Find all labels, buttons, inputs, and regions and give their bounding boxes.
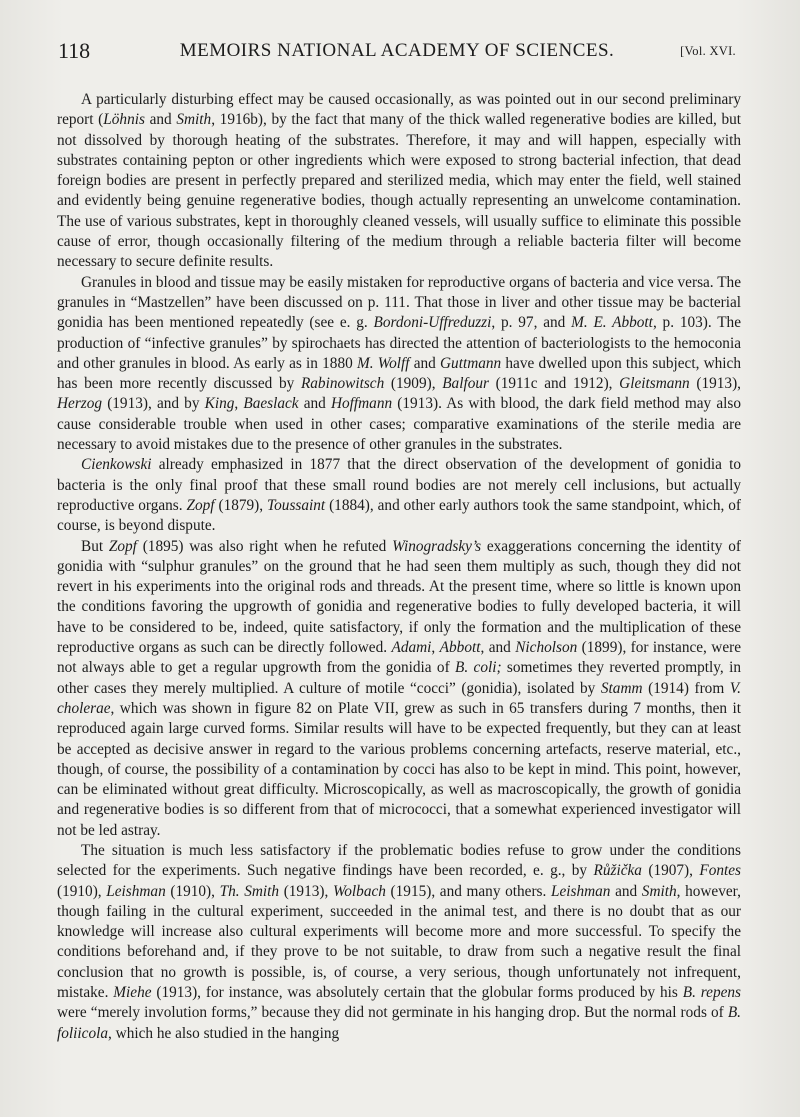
paragraph-text: were “merely involution forms,” because they did not germinate in his hanging drop. But the normal rods of [57,1004,728,1022]
paragraph-text: (1909), [384,375,443,393]
italic-text: Adami [391,639,432,657]
paragraph-text: , p. 103). The production of “infective granules” by spirochaets has directed the attention of bacteriologists to the hemoconia and other granules in blood. As early as in 1880 [57,314,741,372]
paragraph-text: (1915), and many others. [385,882,551,900]
paragraph-text: sometimes they reverted promptly, in other cases they merely multiplied. A culture of motile “cocci” (gonidia), isolated by [57,659,741,697]
paragraph-text: exaggerations concerning the identity of gonidia with “sulphur granules” on the ground that he had seen them multiply as such, though they did not revert in his experiments into the original rods and threads. At the present time, where so little is known upon the conditions favoring the upgrowth of gonidia and regenerative bodies to fully developed bacteria, it will have to be considered to be, indeed, quite satisfactory, if only the formation and the multiplication of these reproductive organs as such can be directly followed. [57,537,741,657]
paragraph-text: and [144,111,177,129]
italic-text: Růžička [593,862,642,880]
paragraph-text: , p. 97, and [491,314,572,332]
paragraph-text: (1913). As with blood, the dark field method may also cause considerable trouble when used in other cases; comparative examinations of the sterile media are necessary to avoid mistakes due to the presence of other granules in the substrates. [57,395,741,454]
italic-text: Toussaint [267,496,326,514]
italic-text: Rabinowitsch [300,375,385,393]
italic-text: Smith [176,111,212,129]
paragraph-text: have dwelled upon this subject, which has been more recently discussed by [57,354,741,393]
paragraph-text: Granules in blood and tissue may be easily mistaken for reproductive organs of bacteria and vice versa. The granules in “Mastzellen” have been discussed on p. 111. That those in liver and other tissue may be bacterial gonidia has been mentioned repeatedly (see e. g. [57,273,741,332]
paragraph-text: , which he also studied in the hanging [108,1024,340,1042]
page-number: 118 [58,38,91,63]
paragraph-text: , [431,639,440,657]
paragraph-text: (1913), [279,882,333,900]
italic-text: Löhnis [103,111,145,129]
paragraph-text: The situation is much less satisfactory if the problematic bodies refuse to grow under the conditions selected for the experiments. Such negative findings have been recorded, e. g., by [57,841,741,880]
italic-text: Zopf [108,537,137,555]
italic-text: Hoffmann [330,395,393,413]
italic-text: B. coli; [455,659,502,677]
paragraph-text: (1899), for instance, were not always able to get a regular upgrowth from the gonidia of [57,639,742,677]
paragraph-text: , however, though failing in the cultural experiment, succeeded in the animal test, and there is no doubt that as our knowledge will increase also cultural experiments will become more and more successful. To specify the conditions beforehand and, if they prove to be not suitable, to draw from such a negative result the final conclusion that no growth is possible, is, of course, a very serious, though unfortunately not infrequent, mistake. [57,882,741,1002]
paragraph-text: (1913), for instance, was absolutely certain that the globular forms produced by his [151,984,683,1002]
paragraph-text: , 1916b), by the fact that many of the thick walled regenerative bodies are killed, but not dissolved by thorough heating of the substrates. Therefore, it may and will happen, especially with substrates containing pepton or other ingredients which were exposed to strong bacterial infection, that dead foreign bodies are present in perfectly prepared and sterilized media, which may enter the field, well stained and evidently being genuine regenerative bodies, though actually representing an unwelcome contamination. The use of various substrates, kept in thoroughly cleaned vessels, will usually suffice to eliminate this possible cause of error, though occasionally filtering of the medium through a reliable bacteria filter will become necessary to secure definite results. [57,111,741,271]
italic-text: Balfour [442,375,489,393]
paragraph-text: , which was shown in figure 82 on Plate VII, grew as such in 65 transfers during 7 months, then it reproduced again large curved forms. Similar results will have to be expected frequently, but they can at least be accepted as decisive answer in regard to the various problems concerning artefacts, reserve material, etc., though, of course, the possibility of a contamination by cocci has also to be kept in mind. This point, however, can be eliminated without great difficulty. Microscopically, as well as macroscopically, the growth of gonidia and regenerative bodies is so different from that of micrococci, that a somewhat experienced investigator will not be led astray. [57,699,741,839]
italic-text: B. foliicola [57,1004,741,1042]
italic-text: Smith [641,882,677,900]
italic-text: Fontes [699,862,741,880]
paragraph-text: , and [480,639,516,657]
paragraph [57,841,741,1044]
italic-text: Zopf [186,496,215,514]
paragraph-text: (1913), [689,375,741,393]
volume-label: [Vol. XVI. [680,44,736,58]
paragraph-text: (1911c and 1912), [488,375,620,393]
italic-text: Leishman [550,882,611,900]
italic-text: Guttmann [440,354,502,372]
italic-text: Miehe [113,984,152,1002]
italic-text: Bordoni-Uffreduzzi [373,314,492,332]
paragraph-text: (1895) was also right when he refuted [136,537,393,555]
italic-text: Herzog [57,395,103,413]
italic-text: Nicholson [515,639,578,657]
paragraph-text: , [234,395,244,413]
paragraph-text: (1914) from [642,679,730,697]
italic-text: Leishman [106,882,166,900]
paragraph-text: and [610,882,642,900]
italic-text: M. Wolff [356,354,410,372]
paragraph-text: (1884), and other early authors took the same standpoint, which, of course, is beyond dispute. [57,496,741,535]
paragraph-text: (1907), [641,862,700,880]
italic-text: Baeslack [243,395,299,413]
paragraph-text: (1910), [57,882,107,900]
paragraph-text: (1879), [214,496,268,514]
journal-title: MEMOIRS NATIONAL ACADEMY OF SCIENCES. [179,40,615,61]
italic-text: King [204,395,235,413]
paragraph-text: and [409,354,440,372]
italic-text: Th. Smith [219,882,280,900]
paragraph-text: A particularly disturbing effect may be caused occasionally, as was pointed out in our second preliminary report ( [57,91,741,129]
italic-text: Abbott [439,639,481,657]
paragraph-text: and [298,395,331,413]
italic-text: Gleitsmann [619,375,690,393]
italic-text: Winogradsky’s [392,537,482,555]
italic-text: M. E. Abbott [571,314,653,332]
paragraph [57,273,741,456]
paragraph-text: (1913), and by [102,395,205,413]
paragraph [57,90,741,273]
running-header [58,38,736,68]
paragraph-text: But [81,537,109,555]
article-body [57,90,741,1044]
italic-text: Stamm [600,679,643,697]
italic-text: B. repens [682,984,741,1002]
paragraph-text: (1910), [165,882,220,900]
paragraph-text: already emphasized in 1877 that the direct observation of the development of gonidia to bacteria is the only final proof that these small round bodies are not merely cell inclusions, but actually reproductive organs. [57,456,741,514]
italic-text: V. cholerae [57,679,741,717]
paragraph [57,537,741,841]
italic-text: Wolbach [332,882,386,900]
italic-text: Cienkowski [81,456,152,474]
paragraph [57,455,741,536]
